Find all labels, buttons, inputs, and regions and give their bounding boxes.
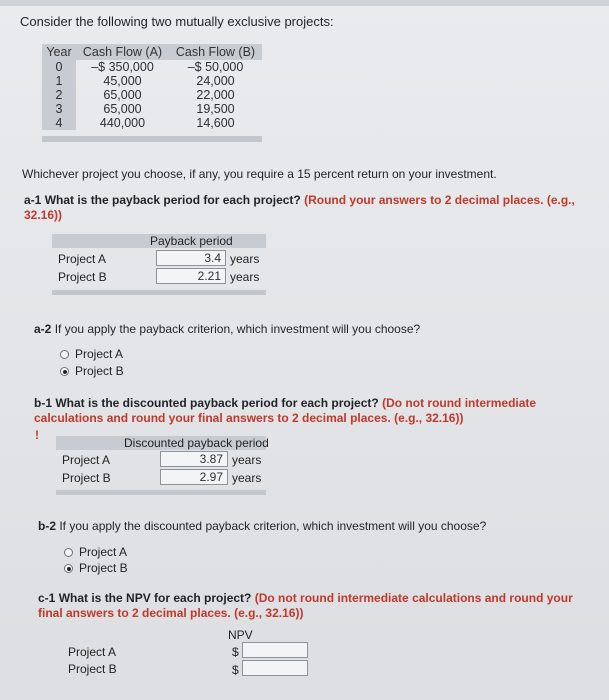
currency-symbol: $ (232, 645, 239, 659)
question-label: a-1 (24, 193, 42, 207)
unit-label: years (230, 270, 260, 284)
column-header-cash-flow-b: Cash Flow (B) (169, 44, 262, 60)
radio-option-project-a[interactable] (64, 545, 127, 559)
project-b-label: Project B (58, 270, 107, 284)
cash-flow-b-cell: 14,600 (196, 116, 235, 130)
intro-text: Consider the following two mutually exclusive projects: (20, 14, 334, 29)
cash-flow-a-cell: –$ 350,000 (91, 60, 154, 74)
npv-header: NPV (228, 628, 253, 642)
cash-flow-b-cell: 22,000 (196, 88, 235, 102)
question-label: b-1 (34, 396, 52, 410)
npv-input-b[interactable] (242, 660, 308, 676)
question-label: a-2 (34, 322, 52, 336)
question-c1 (38, 591, 578, 621)
instruction-text: (Do not round intermediate calculations and round your final answers to 2 decimal places. (e.g., 32.16)) (34, 396, 537, 425)
question-b1 (34, 396, 584, 426)
question-text: What is the payback period for each project? (44, 193, 301, 207)
project-a-label: Project A (62, 453, 111, 467)
cash-flow-a-cell: 45,000 (103, 74, 142, 88)
cash-flow-a-cell: 65,000 (103, 88, 142, 102)
question-a2 (34, 322, 420, 337)
cash-flow-b-cell: 24,000 (196, 74, 235, 88)
year-cell: 4 (42, 116, 76, 130)
question-text: What is the discounted payback period for each project? (55, 396, 379, 410)
radio-option-project-b[interactable] (64, 561, 128, 575)
radio-option-project-a[interactable] (60, 347, 123, 361)
currency-symbol: $ (232, 663, 239, 677)
cash-flow-b-cell: –$ 50,000 (187, 60, 244, 74)
question-label: b-2 (38, 519, 56, 533)
option-label: Project A (75, 347, 124, 361)
radio-option-project-b[interactable] (60, 364, 124, 378)
question-text: If you apply the payback criterion, which investment will you choose? (54, 322, 421, 336)
cash-flow-b-cell: 19,500 (196, 102, 235, 116)
payback-input-a[interactable]: 3.4 (156, 250, 226, 266)
column-header-cash-flow-a: Cash Flow (A) (76, 44, 169, 60)
cash-flow-a-cell: 65,000 (103, 102, 142, 116)
question-label: c-1 (38, 591, 56, 605)
project-b-label: Project B (62, 471, 111, 485)
payback-input-b[interactable]: 2.21 (156, 268, 226, 284)
option-label: Project B (75, 364, 124, 378)
project-a-label: Project A (58, 252, 107, 266)
option-label: Project B (79, 561, 128, 575)
answer-footer-bar (52, 290, 266, 295)
npv-input-a[interactable] (242, 642, 308, 658)
question-a1 (24, 193, 584, 223)
unit-label: years (230, 252, 260, 266)
discounted-payback-header: Discounted payback period (124, 436, 269, 450)
radio-button-selected[interactable] (60, 367, 69, 376)
year-cell: 0 (42, 60, 76, 74)
question-b2 (38, 519, 486, 534)
table-footer-bar (42, 136, 262, 142)
year-cell: 3 (42, 102, 76, 116)
table-row (42, 60, 262, 74)
question-text: If you apply the discounted payback criterion, which investment will you choose? (59, 519, 487, 533)
payback-header: Payback period (150, 234, 233, 248)
table-row (42, 88, 262, 102)
top-bar (0, 0, 609, 6)
project-a-label: Project A (68, 645, 117, 659)
unit-label: years (232, 453, 262, 467)
instruction-text: (Do not round intermediate calculations and round your final answers to 2 decimal places. (e.g., 32.16)) (38, 591, 573, 620)
radio-button[interactable] (64, 548, 73, 557)
radio-button-selected[interactable] (64, 564, 73, 573)
instruction-text: (Round your answers to 2 decimal places. (e.g., 32.16)) (24, 193, 575, 222)
question-text: What is the NPV for each project? (58, 591, 252, 605)
table-header-row (42, 44, 262, 60)
radio-button[interactable] (60, 350, 69, 359)
cash-flow-table (42, 44, 262, 130)
option-label: Project A (79, 545, 128, 559)
unit-label: years (232, 471, 262, 485)
cash-flow-a-cell: 440,000 (99, 116, 146, 130)
table-row (42, 102, 262, 116)
attention-mark: ! (35, 428, 39, 442)
table-row (42, 116, 262, 130)
answer-footer-bar (56, 490, 266, 495)
year-cell: 1 (42, 74, 76, 88)
table-row (42, 74, 262, 88)
year-cell: 2 (42, 88, 76, 102)
discounted-payback-input-a[interactable]: 3.87 (160, 451, 228, 467)
project-b-label: Project B (68, 662, 117, 676)
discounted-payback-input-b[interactable]: 2.97 (160, 469, 228, 485)
requirement-text: Whichever project you choose, if any, you require a 15 percent return on your investment. (22, 167, 497, 181)
column-header-year: Year (42, 44, 76, 60)
